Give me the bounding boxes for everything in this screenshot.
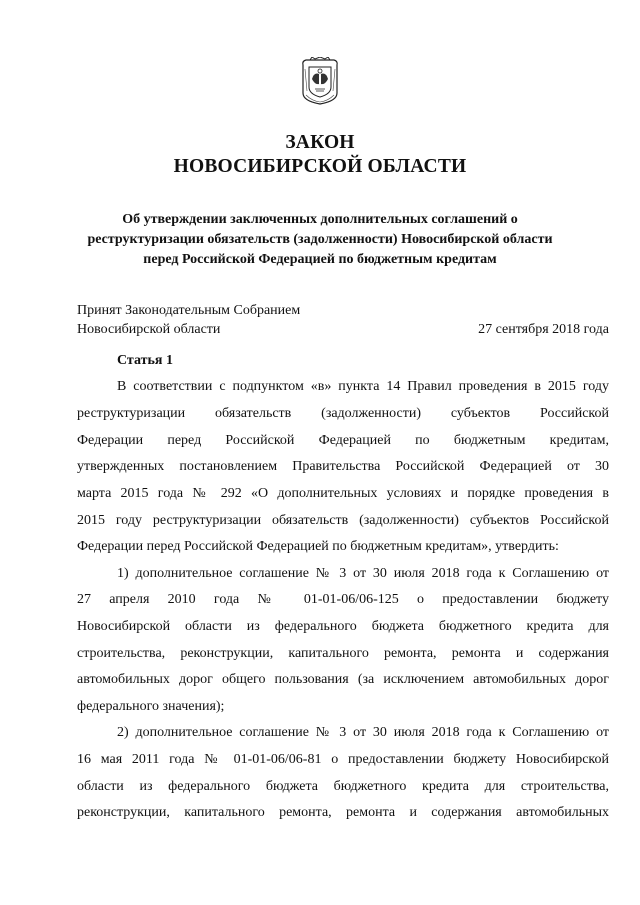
adopted-line: Новосибирской области (77, 322, 221, 337)
paragraph-line: Федерации перед Российской Федерацией по бюджетным кредитам, (77, 433, 609, 448)
paragraph-line: реструктуризации обязательств (задолженности) субъектов Российской (77, 406, 609, 421)
paragraph-line: Федерации перед Российской Федерацией по бюджетным кредитам», утвердить: (77, 539, 559, 554)
paragraph-line: 27 апреля 2010 года № 01-01-06/06-125 о предоставлении бюджету (77, 592, 609, 607)
paragraph-line: В соответствии с подпунктом «в» пункта 14 Правил проведения в 2015 году (117, 379, 609, 394)
paragraph-line: строительства, реконструкции, капитального ремонта, ремонта и содержания (77, 646, 609, 661)
article-heading: Статья 1 (117, 353, 173, 368)
paragraph-line: марта 2015 года № 292 «О дополнительных условиях и порядке проведения в (77, 486, 609, 501)
paragraph-line: Новосибирской области из федерального бюджета бюджетного кредита для (77, 619, 609, 634)
paragraph-line: реконструкции, капитального ремонта, ремонта и содержания автомобильных (77, 805, 609, 820)
subject-line: реструктуризации обязательств (задолженности) Новосибирской области (87, 232, 553, 247)
paragraph-line: 16 мая 2011 года № 01-01-06/06-81 о предоставлении бюджету Новосибирской (77, 752, 609, 767)
subject-line: Об утверждении заключенных дополнительных соглашений о (122, 212, 518, 227)
adoption-date: 27 сентября 2018 года (478, 322, 609, 337)
paragraph-line: 2015 году реструктуризации обязательств (задолженности) субъектов Российской (77, 513, 609, 528)
law-subject (60, 210, 580, 270)
law-title: ЗАКОН (285, 132, 355, 153)
adopted-line: Принят Законодательным Собранием (77, 303, 301, 318)
paragraph-line: утвержденных постановлением Правительства Российской Федерацией от 30 (77, 459, 609, 474)
coat-of-arms-icon (300, 57, 340, 105)
paragraph-line: 2) дополнительное соглашение № 3 от 30 июля 2018 года к Соглашению от (117, 725, 609, 740)
law-region-title: НОВОСИБИРСКОЙ ОБЛАСТИ (173, 156, 467, 177)
paragraph-line: 1) дополнительное соглашение № 3 от 30 июля 2018 года к Соглашению от (117, 566, 609, 581)
paragraph-line: автомобильных дорог общего пользования (за исключением автомобильных дорог (77, 672, 609, 687)
paragraph-line: федерального значения); (77, 699, 225, 714)
adopted-by (77, 301, 300, 339)
paragraph-line: области из федерального бюджета бюджетного кредита для строительства, (77, 779, 609, 794)
subject-line: перед Российской Федерацией по бюджетным кредитам (143, 252, 497, 267)
